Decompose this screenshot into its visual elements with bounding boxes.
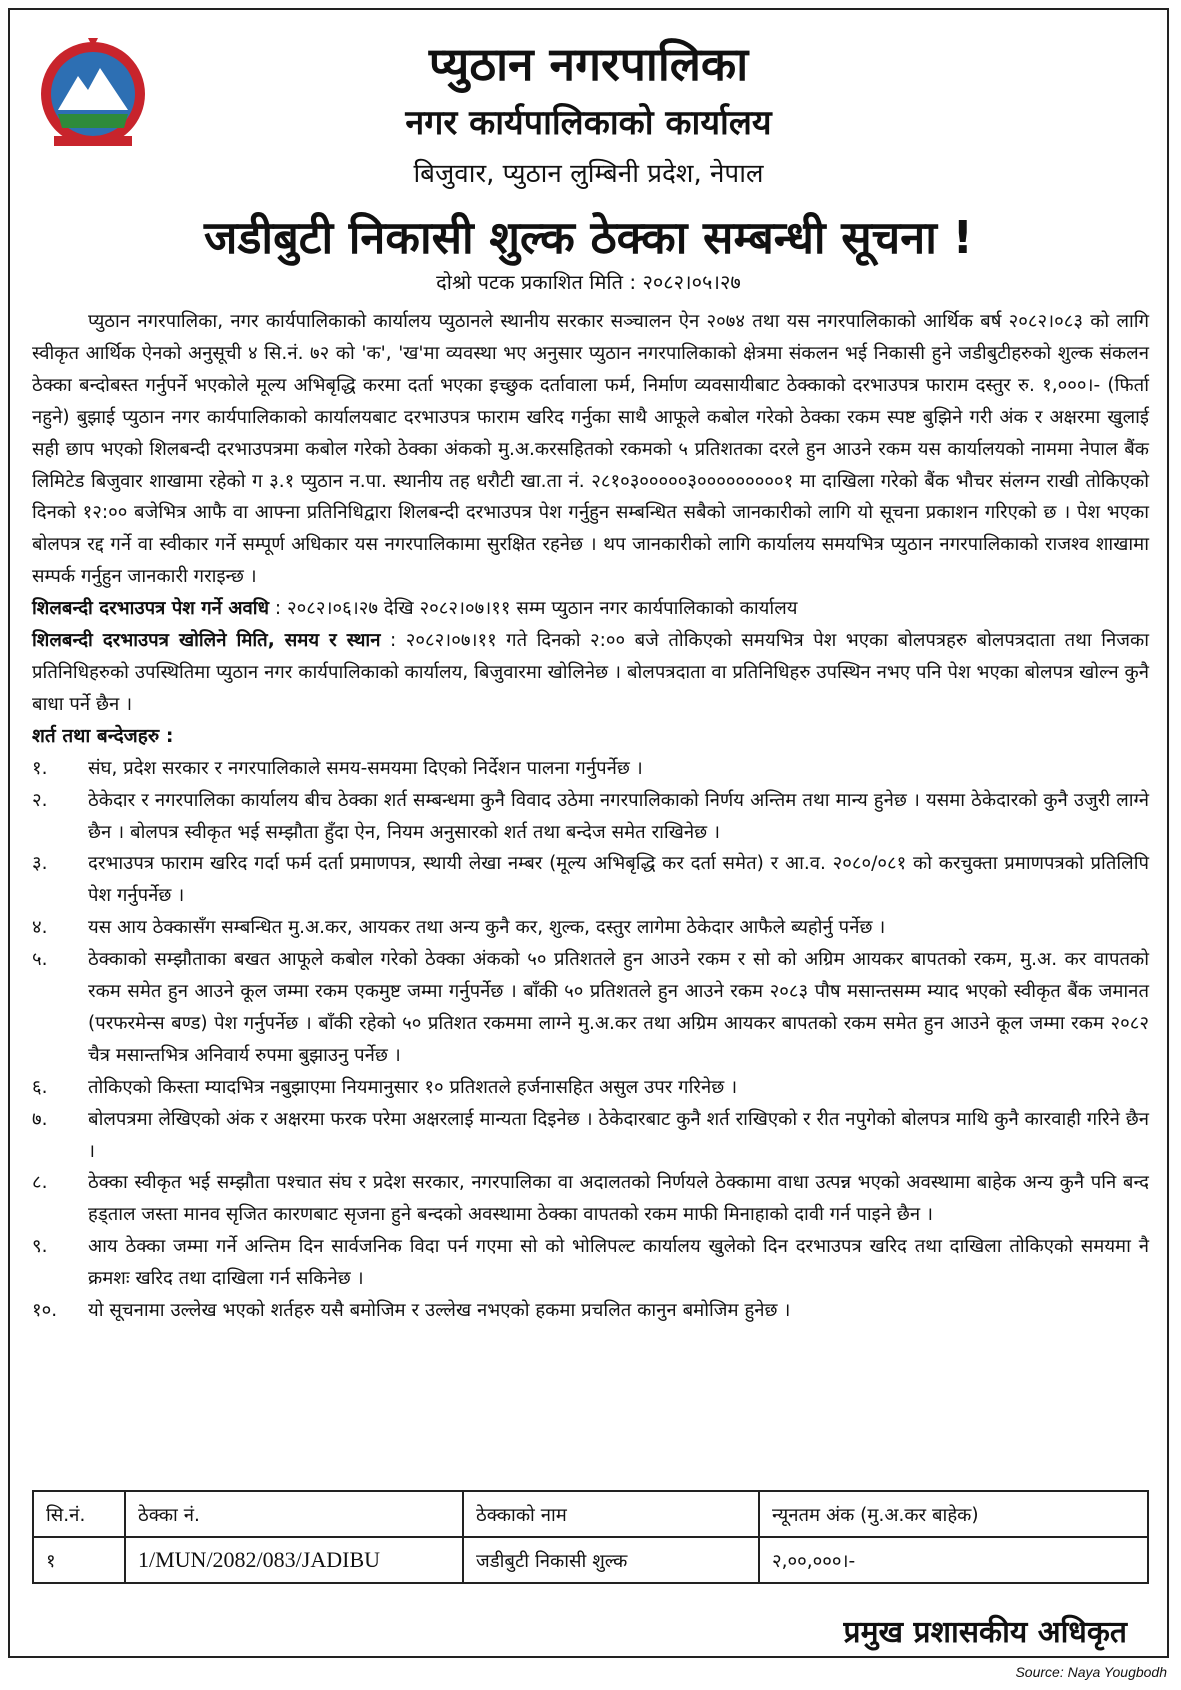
- submission-label: शिलबन्दी दरभाउपत्र पेश गर्ने अवधि: [32, 598, 269, 620]
- source-credit: Source: Naya Yougbodh: [1015, 1664, 1167, 1680]
- municipality-name: प्युठान नगरपालिका: [428, 37, 749, 91]
- term-number: १.: [32, 757, 48, 779]
- term-number: ६.: [32, 1076, 48, 1098]
- term-text: दरभाउपत्र फाराम खरिद गर्दा फर्म दर्ता प्रमाणपत्र, स्थायी लेखा नम्बर (मूल्य अभिबृद्धि कर दर्ता समेत) र आ.व. २०८०/०८१ को करचुक्ता प्रमाणपत्रको प्रतिलिपि पेश गर्नुपर्नेछ ।: [88, 853, 1149, 907]
- term-text: बोलपत्रमा लेखिएको अंक र अक्षरमा फरक परेमा अक्षरलाई मान्यता दिइनेछ । ठेकेदारबाट कुनै शर्त राखिएको र रीत नपुगेको बोलपत्र माथि कुनै कारवाही गरिने छैन ।: [88, 1108, 1149, 1162]
- office-address: बिजुवार, प्युठान लुम्बिनी प्रदेश, नेपाल: [413, 159, 764, 189]
- table-cell: जडीबुटी निकासी शुल्क: [463, 1537, 759, 1583]
- term-item: [32, 912, 1149, 944]
- submission-period: [32, 593, 1149, 625]
- term-text: ठेक्काको सम्झौताका बखत आफूले कबोल गरेको ठेक्का अंकको ५० प्रतिशतले हुन आउने रकम र सो को अग्रिम आयकर बापतको रकम, मु.अ. कर वापतको रकम समेत हुन आउने कूल जम्मा रकम एकमुष्ट जम्मा गर्नुपर्नेछ । बाँकी ५० प्रतिशतले हुन आउने रकम २०८३ पौष मसान्तसम्म म्याद भएको स्वीकृत बैंक जमानत (परफरमेन्स बण्ड) पेश गर्नुपर्नेछ । बाँकी रहेको ५० प्रतिशत रकममा लाग्ने मु.अ.कर तथा अग्रिम आयकर बापतको रकम समेत हुन आउने कूल जम्मा रकम २०८२ चैत्र मसान्तभित्र अनिवार्य रुपमा बुझाउनु पर्नेछ ।: [88, 949, 1149, 1066]
- term-text: ठेक्का स्वीकृत भई सम्झौता पश्चात संघ र प्रदेश सरकार, नगरपालिका वा अदालतको निर्णयले ठेक्कामा वाधा उत्पन्न भएको अवस्थामा बाहेक अन्य कुनै पनि बन्द हड्ताल जस्ता मानव सृजित कारणबाट सृजना हुने बन्दको अवस्थामा ठेक्का वापतको रकम माफी मिनाहाको दावी गर्न पाइने छैन ।: [88, 1172, 1149, 1226]
- office-name: नगर कार्यपालिकाको कार्यालय: [405, 103, 772, 143]
- table-header-row: [33, 1491, 1148, 1537]
- table-cell: 1/MUN/2082/083/JADIBU: [125, 1537, 463, 1583]
- notice-frame: [8, 8, 1169, 1658]
- notice-title: जडीबुटी निकासी शुल्क ठेक्का सम्बन्धी सूचना !: [203, 211, 974, 264]
- header-cell: न्यूनतम अंक (मु.अ.कर बाहेक): [759, 1491, 1148, 1537]
- submission-value: : २०८२।०६।२७ देखि २०८२।०७।११ सम्म प्युठान नगर कार्यपालिकाको कार्यालय: [274, 598, 798, 620]
- term-number: ७.: [32, 1108, 48, 1130]
- term-item: [32, 753, 1149, 785]
- term-item: [32, 1167, 1149, 1231]
- term-text: संघ, प्रदेश सरकार र नगरपालिकाले समय-समयमा दिएको निर्देशन पालना गर्नुपर्नेछ ।: [88, 757, 643, 779]
- term-text: ठेकेदार र नगरपालिका कार्यालय बीच ठेक्का शर्त सम्बन्धमा कुनै विवाद उठेमा नगरपालिकाको निर्णय अन्तिम तथा मान्य हुनेछ । यसमा ठेकेदारको कुनै उजुरी लाग्ने छैन । बोलपत्र स्वीकृत भई सम्झौता हुँदा ऐन, नियम अनुसारको शर्त तथा बन्देज समेत राखिनेछ ।: [88, 789, 1149, 843]
- term-number: २.: [32, 789, 48, 811]
- tender-table: [32, 1490, 1149, 1584]
- term-number: ४.: [32, 917, 48, 939]
- term-number: ३.: [32, 853, 48, 875]
- intro-paragraph: प्युठान नगरपालिका, नगर कार्यपालिकाको कार्यालय प्युठानले स्थानीय सरकार सञ्चालन ऐन २०७४ तथा यस नगरपालिकाको आर्थिक बर्ष २०८२।०८३ को लागि स्वीकृत आर्थिक ऐनको अनुसूची ४ सि.नं. ७२ को 'क', 'ख'मा व्यवस्था भए अनुसार प्युठान नगरपालिकाको क्षेत्रमा संकलन भई निकासी हुने जडीबुटीहरुको शुल्क संकलन ठेक्का बन्दोबस्त गर्नुपर्ने भएकोले मूल्य अभिबृद्धि करमा दर्ता भएका इच्छुक दर्तावाला फर्म, निर्माण व्यवसायीबाट ठेक्काको दरभाउपत्र फाराम दस्तुर रु. १,०००।- (फिर्ता नहुने) बुझाई प्युठान नगर कार्यपालिकाको कार्यालयबाट दरभाउपत्र फाराम खरिद गर्नुका साथै आफूले कबोल गरेको ठेक्का रकम स्पष्ट बुझिने गरी अंक र अक्षरमा खुलाई सही छाप भएको शिलबन्दी दरभाउपत्रमा कबोल गरेको ठेक्का अंकको मु.अ.करसहितको रकमको ५ प्रतिशतका दरले हुन आउने रकम यस कार्यालयको नाममा नेपाल बैंक लिमिटेड बिजुवार शाखामा रहेको ग ३.१ प्युठान न.पा. स्थानीय तह धरौटी खा.ता नं. २८१०३०००००३०००००००००१ मा दाखिला गरेको बैंक भौचर संलग्न राखी तोकिएको दिनको १२:०० बजेभित्र आफै वा आफ्ना प्रतिनिधिद्वारा शिलबन्दी दरभाउपत्र पेश गर्नुहुन सम्बन्धित सबैको जानकारीको लागि यो सूचना प्रकाशन गरिएको छ । पेश भएका बोलपत्र रद्द गर्ने वा स्वीकार गर्ने सम्पूर्ण अधिकार यस नगरपालिकामा सुरक्षित रहनेछ । थप जानकारीको लागि कार्यालय समयभित्र प्युठान नगरपालिकाको राजश्व शाखामा सम्पर्क गर्नुहुन जानकारी गराइन्छ ।: [32, 311, 1149, 588]
- publication-date: दोश्रो पटक प्रकाशित मिति : २०८२।०५।२७: [436, 270, 741, 294]
- term-text: आय ठेक्का जम्मा गर्ने अन्तिम दिन सार्वजनिक विदा पर्न गएमा सो को भोलिपल्ट कार्यालय खुलेको दिन दरभाउपत्र खरिद तथा दाखिला तोकिएको समयमा नै क्रमशः खरिद तथा दाखिला गर्न सकिनेछ ।: [88, 1236, 1149, 1290]
- term-number: ५.: [32, 949, 48, 971]
- notice-body: [32, 306, 1149, 1327]
- term-item: [32, 1231, 1149, 1295]
- term-item: [32, 1295, 1149, 1327]
- term-text: यस आय ठेक्कासँग सम्बन्धित मु.अ.कर, आयकर तथा अन्य कुनै कर, शुल्क, दस्तुर लागेमा ठेकेदार आफैले ब्यहोर्नु पर्नेछ ।: [88, 917, 886, 939]
- term-item: [32, 944, 1149, 1072]
- term-text: तोकिएको किस्ता म्यादभित्र नबुझाएमा नियमानुसार १० प्रतिशतले हर्जनासहित असुल उपर गरिनेछ ।: [88, 1076, 738, 1098]
- table-row: [33, 1537, 1148, 1583]
- header-cell: सि.नं.: [33, 1491, 125, 1537]
- term-text: यो सूचनामा उल्लेख भएको शर्तहरु यसै बमोजिम र उल्लेख नभएको हकमा प्रचलित कानुन बमोजिम हुनेछ ।: [88, 1300, 791, 1322]
- term-number: ८.: [32, 1172, 48, 1194]
- opening-value: : २०८२।०७।११ गते दिनको २:०० बजे तोकिएको समयभित्र पेश भएका बोलपत्रहरु बोलपत्रदाता तथा निजका प्रतिनिधिहरुको उपस्थितिमा प्युठान नगर कार्यपालिकाको कार्यालय, बिजुवारमा खोलिनेछ । बोलपत्रदाता वा प्रतिनिधिहरु उपस्थिन नभए पनि पेश भएका बोलपत्र खोल्न कुनै बाधा पर्ने छैन ।: [32, 630, 1150, 715]
- term-item: [32, 1104, 1149, 1168]
- opening-label: शिलबन्दी दरभाउपत्र खोलिने मिति, समय र स्थान: [32, 630, 381, 652]
- term-item: [32, 1072, 1149, 1104]
- table-cell: २,००,०००।-: [759, 1537, 1148, 1583]
- term-number: ९.: [32, 1236, 48, 1258]
- table-cell: १: [33, 1537, 125, 1583]
- header-cell: ठेक्का नं.: [125, 1491, 463, 1537]
- header-cell: ठेक्काको नाम: [463, 1491, 759, 1537]
- term-item: [32, 848, 1149, 912]
- opening-details: [32, 625, 1149, 721]
- signature-title: प्रमुख प्रशासकीय अधिकृत: [843, 1615, 1127, 1650]
- term-item: [32, 785, 1149, 849]
- term-number: १०.: [32, 1300, 58, 1322]
- terms-title: शर्त तथा बन्देजहरु :: [32, 724, 174, 747]
